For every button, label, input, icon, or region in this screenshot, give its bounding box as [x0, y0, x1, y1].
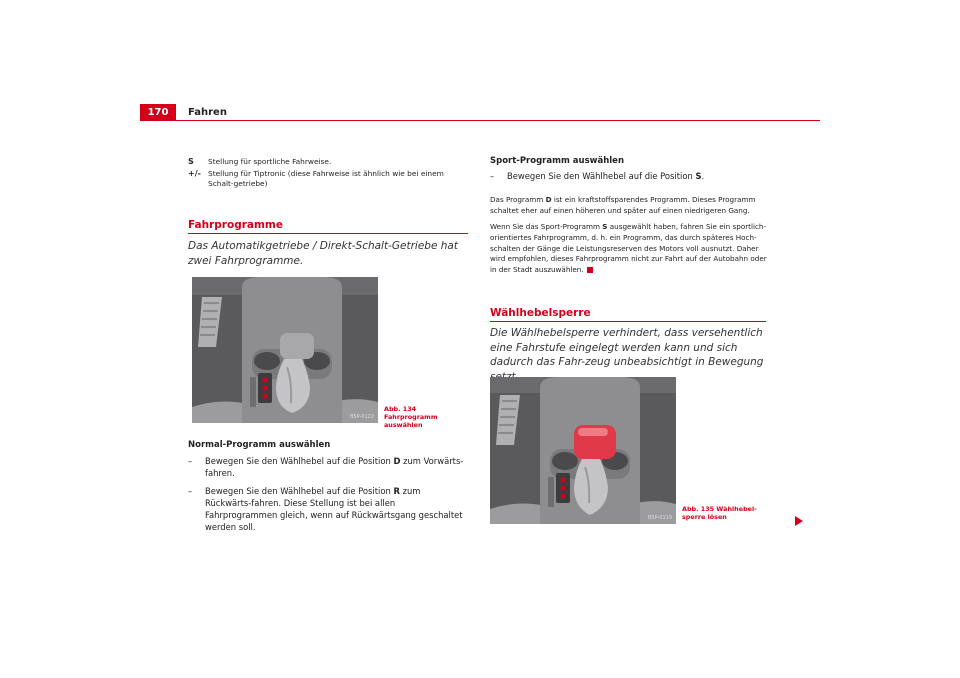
continue-arrow-icon — [794, 516, 804, 526]
position-definitions — [188, 157, 468, 191]
running-title: Fahren — [188, 107, 227, 118]
header-rule — [140, 120, 820, 121]
paragraph-text-part: ist ein kraftstoffsparendes Programm. Dieses Programm schaltet eher auf einen höheren und später auf einen niedrigeren Gang. — [490, 195, 756, 215]
step-text-part: Bewegen Sie den Wählhebel auf die Position — [507, 171, 696, 181]
gear-lock-illustration — [490, 377, 676, 524]
figure-code: B5P-0122 — [349, 414, 374, 420]
definition-s — [188, 157, 468, 168]
position-key: D — [393, 456, 401, 466]
sport-program-step — [490, 170, 770, 182]
section-title-fahrprogramme: Fahrprogramme — [188, 219, 283, 231]
step-dash: – — [188, 456, 193, 466]
paragraph-program-s — [490, 222, 770, 276]
section-title-waehlhebelsperre: Wählhebelsperre — [490, 307, 591, 319]
figure-135-caption: Abb. 135 Wählhebel-sperre lösen — [682, 505, 757, 521]
position-key: D — [545, 195, 552, 204]
definition-text: Stellung für sportliche Fahrweise. — [208, 157, 332, 166]
step-text — [205, 485, 468, 533]
step-text-part: . — [701, 171, 705, 181]
definition-key: +/- — [188, 168, 201, 178]
paragraph-text-part: Das Programm — [490, 195, 546, 204]
paragraph-text-part: Wenn Sie das Sport-Programm — [490, 222, 603, 231]
paragraph-program-d — [490, 195, 770, 217]
step-text-part: Bewegen Sie den Wählhebel auf die Position — [205, 486, 394, 496]
step-text-part: zum Vorwärts-fahren. — [205, 456, 464, 478]
gear-shifter-illustration — [192, 277, 378, 423]
page-number: 170 — [140, 104, 176, 121]
step-text — [205, 455, 468, 479]
section-rule — [490, 321, 766, 322]
figure-134-caption: Abb. 134 Fahrprogramm auswählen — [384, 405, 438, 429]
definition-text: Stellung für Tiptronic (diese Fahrweise ist ähnlich wie bei einem Schalt-getriebe) — [208, 168, 444, 188]
definition-key: S — [188, 157, 194, 166]
position-key: S — [695, 171, 702, 181]
paragraph-text-part: ausgewählt haben, fahren Sie ein sportlich-orientiertes Fahrprogramm, d. h. ein Programm, das durch späteres Hoch-schalten der Gänge die Leistungsreserven des Motors voll ausnutzt. Daher wird empfohlen, dieses Fahrprogramm nicht zur Fahrt auf der Autobahn oder in der Stadt auszuwählen. — [490, 222, 767, 275]
definition-tiptronic — [188, 169, 468, 190]
section-lead: Das Automatikgetriebe / Direkt-Schalt-Getriebe hat zwei Fahrprogramme. — [188, 240, 458, 267]
subheading-normal-program: Normal-Programm auswählen — [188, 440, 331, 450]
normal-program-steps — [188, 455, 468, 533]
end-of-section-mark — [587, 267, 593, 273]
position-key: S — [602, 222, 608, 231]
section-lead: Die Wählhebelsperre verhindert, dass versehentlich eine Fahrstufe eingelegt werden kann und sich dadurch das Fahr-zeug unbeabsichtigt in Bewegung — [490, 327, 764, 368]
figure-134-photo — [192, 277, 378, 423]
step-item — [188, 455, 468, 479]
figure-135-photo — [490, 377, 676, 524]
subheading-sport-program: Sport-Programm auswählen — [490, 156, 624, 166]
step-dash: – — [490, 171, 495, 181]
step-item — [188, 485, 468, 533]
position-key: R — [393, 486, 400, 496]
figure-code: B5P-0119 — [647, 515, 672, 521]
section-rule — [188, 233, 468, 234]
step-text-part: Bewegen Sie den Wählhebel auf die Position — [205, 456, 394, 466]
step-text — [507, 170, 704, 182]
step-dash: – — [188, 486, 193, 496]
step-text-part: zum Rückwärts-fahren. Diese Stellung ist bei allen Fahrprogrammen gleich, wenn auf Rückwärtsgang geschaltet werden soll. — [205, 486, 463, 532]
